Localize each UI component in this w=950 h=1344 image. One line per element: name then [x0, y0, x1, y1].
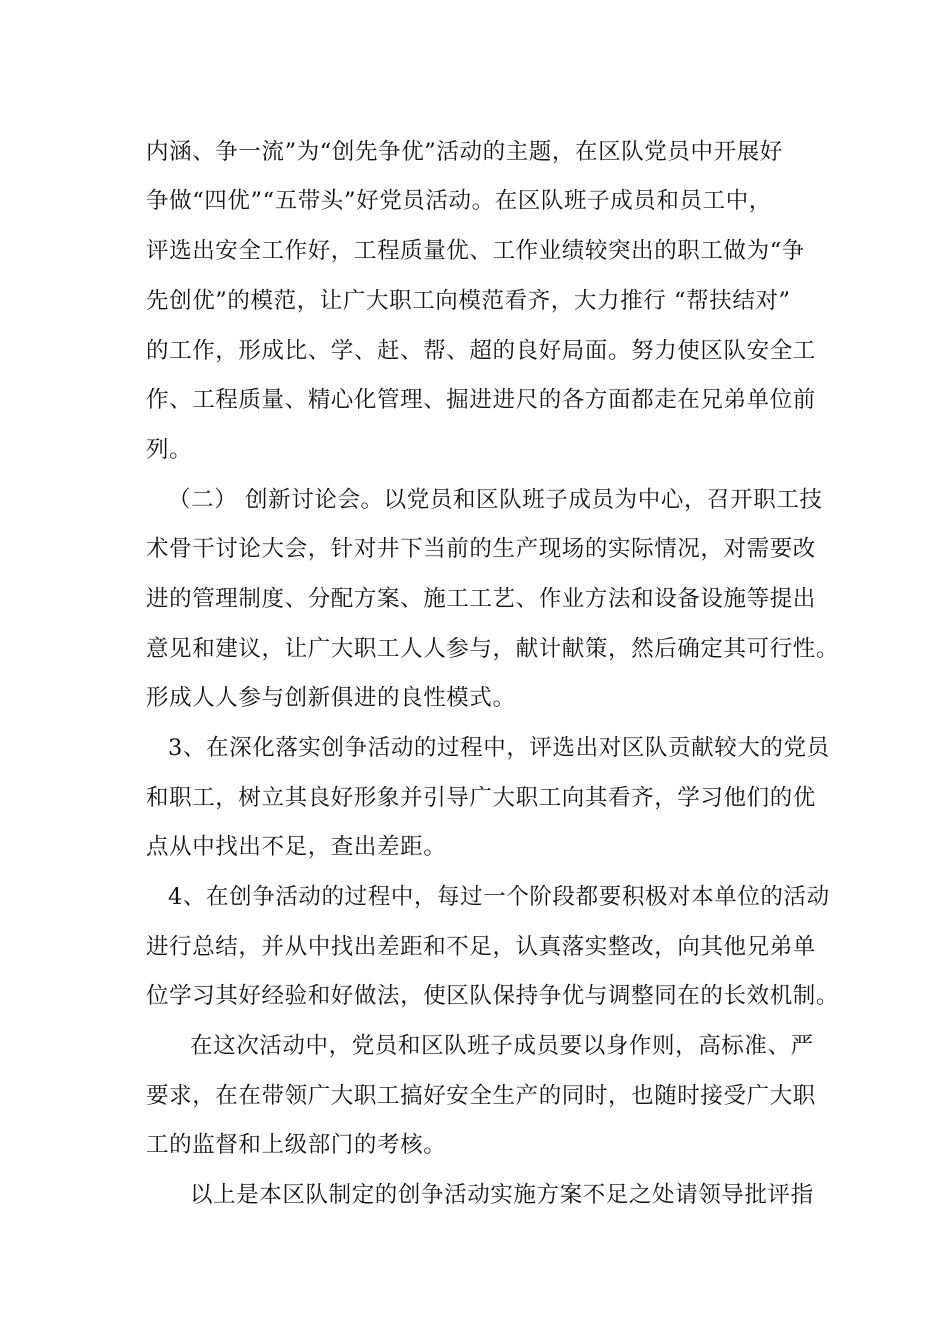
text-line: 术骨干讨论大会，针对井下当前的生产现场的实际情况，对需要改 — [146, 536, 816, 562]
text-line: 形成人人参与创新俱进的良性模式。 — [146, 685, 516, 711]
text-line: 要求，在在带领广大职工搞好安全生产的同时，也随时接受广大职 — [146, 1083, 816, 1109]
text-line: 工的监督和上级部门的考核。 — [146, 1132, 447, 1158]
text-line: 列。 — [146, 437, 193, 463]
text-line: 争做“四优”“五带头”好党员活动。在区队班子成员和员工中， — [146, 188, 772, 214]
text-line: 以上是本区队制定的创争活动实施方案不足之处请领导批评指 — [190, 1182, 814, 1208]
text-line: 作、工程质量、精心化管理、掘进进尺的各方面都走在兄弟单位前 — [146, 387, 816, 413]
text-line: 和职工，树立其良好形象并引导广大职工向其看齐，学习他们的优 — [146, 785, 816, 811]
text-line: 点从中找出不足，查出差距。 — [146, 834, 447, 860]
text-line: 3、在深化落实创争活动的过程中，评选出对区队贡献较大的党员 — [168, 735, 830, 761]
text-line: 意见和建议，让广大职工人人参与，献计献策，然后确定其可行性。 — [146, 636, 840, 662]
text-line: 先创优”的模范，让广大职工向模范看齐，大力推行 “帮扶结对” — [146, 288, 791, 314]
text-line: 位学习其好经验和好做法，使区队保持争优与调整同在的长效机制。 — [146, 983, 840, 1009]
text-line: 4、在创争活动的过程中，每过一个阶段都要积极对本单位的活动 — [168, 884, 830, 910]
text-line: 进行总结，并从中找出差距和不足，认真落实整改，向其他兄弟单 — [146, 934, 816, 960]
text-line: 评选出安全工作好，工程质量优、工作业绩较突出的职工做为“争 — [146, 238, 805, 264]
text-line: 的工作，形成比、学、赶、帮、超的良好局面。努力使区队安全工 — [146, 338, 816, 364]
text-line: 内涵、争一流”为“创先争优”活动的主题，在区队党员中开展好 — [146, 139, 783, 165]
text-line: 在这次活动中，党员和区队班子成员要以身作则，高标准、严 — [190, 1033, 814, 1059]
text-line: 进的管理制度、分配方案、施工工艺、作业方法和设备设施等提出 — [146, 586, 816, 612]
text-line: （二） 创新讨论会。以党员和区队班子成员为中心，召开职工技 — [168, 487, 823, 513]
